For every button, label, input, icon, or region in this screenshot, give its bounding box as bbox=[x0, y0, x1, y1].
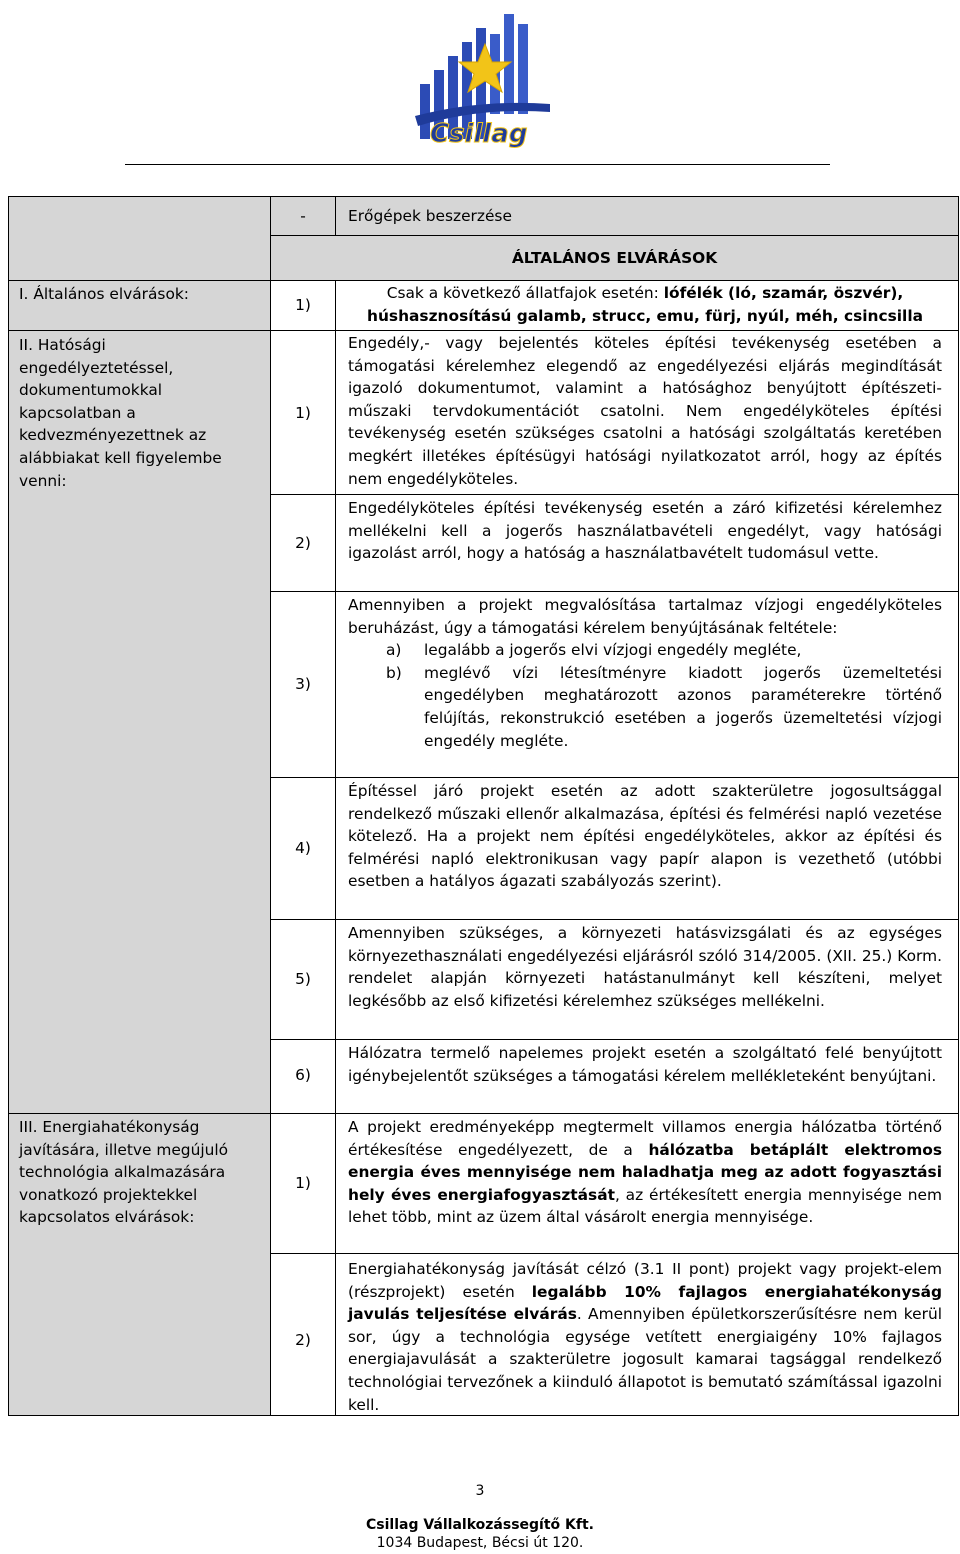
header-rule bbox=[125, 164, 830, 165]
item-number: 2) bbox=[295, 1331, 311, 1349]
grid-line bbox=[8, 1113, 959, 1114]
item-number: 3) bbox=[295, 675, 311, 693]
list-label: b) bbox=[386, 663, 402, 682]
grid-line bbox=[335, 280, 336, 1416]
footer-address: 1034 Budapest, Bécsi út 120. bbox=[376, 1535, 584, 1551]
grid-line bbox=[270, 777, 959, 778]
list-text: legalább a jogerős elvi vízjogi engedély megléte, bbox=[424, 641, 802, 660]
section-2-heading: II. Hatósági engedélyeztetéssel, dokumentumokkal kapcsolatban a kedvezményezettnek az alábbiakat kell figyelembe venni: bbox=[19, 336, 222, 490]
item-title: Erőgépek beszerzése bbox=[348, 207, 512, 225]
grid-line bbox=[958, 196, 959, 1416]
auth-item-5-text: Amennyiben szükséges, a környezeti hatásvizsgálati és az egységes környezethasználati engedélyezési eljárásról szóló 314/2005. (XII. 25.) Korm. rendelet alapján környezeti hatástanulmányt kell készíteni, melyet legkésőbb az első kifizetési kérelemhez szükséges mellékelni. bbox=[348, 924, 942, 1010]
item-number: 1) bbox=[295, 404, 311, 422]
dash-marker: - bbox=[300, 207, 306, 225]
list-text: meglévő vízi létesítményre kiadott jogerős üzemeltetési engedélyben meghatározott azonos paraméterekre történő felújítás, rekonstrukció esetében a jogerős üzemeltetési vízjogi engedély megléte. bbox=[424, 663, 942, 750]
grid-line bbox=[8, 196, 959, 197]
list-item bbox=[348, 662, 942, 752]
item-number: 2) bbox=[295, 534, 311, 552]
grid-line bbox=[270, 591, 959, 592]
grid-line bbox=[270, 1039, 959, 1040]
grid-line bbox=[270, 235, 959, 236]
footer-company: Csillag Vállalkozássegítő Kft. bbox=[366, 1517, 594, 1533]
grid-line bbox=[270, 196, 271, 1416]
list-label: a) bbox=[386, 641, 402, 660]
section-1-heading: I. Általános elvárások: bbox=[19, 285, 189, 303]
csillag-logo bbox=[410, 4, 560, 149]
grid-line bbox=[335, 196, 336, 235]
energy-item-1-text: A projekt eredményeképp megtermelt villamos energia hálózatba történő értékesítése engedélyezett, de a hálózatba betáplált elektromos energia éves mennyisége nem haladhatja meg az adott fogyasztási hely éves energiafogyasztását, az értékesített energia mennyisége nem lehet több, mint az üzem által vásárolt energia mennyisége. bbox=[348, 1118, 942, 1227]
auth-item-3 bbox=[348, 594, 942, 752]
auth-item-4-text: Építéssel járó projekt esetén az adott szakterületre jogosultsággal rendelkező műszaki ellenőr alkalmazása, építési és felmérési napló vezetése kötelező. Ha a projekt nem építési engedélyköteles, akkor az építési és felmérési napló elektronikusan vagy papír alapon is vezethető (utóbbi esetben a hatályos ágazati szabályozás szerint). bbox=[348, 782, 942, 891]
item-number: 1) bbox=[295, 296, 311, 314]
grid-line bbox=[270, 919, 959, 920]
auth-item-2-text: Engedélyköteles építési tevékenység esetén a záró kifizetési kérelemhez mellékelni kell a jogerős használatbavételi engedélyt, vagy hatósági igazolást arról, hogy a hatóság a használatbavételt tudomásul vette. bbox=[348, 499, 942, 563]
item-number: 4) bbox=[295, 839, 311, 857]
general-requirement-text: Csak a következő állatfajok esetén: lófélék (ló, szamár, öszvér), húshasznosítású galamb, strucc, emu, fürj, nyúl, méh, csincsilla bbox=[367, 284, 923, 325]
item-number: 1) bbox=[295, 1174, 311, 1192]
page-number: 3 bbox=[475, 1483, 485, 1499]
auth-item-6-text: Hálózatra termelő napelemes projekt esetén a szolgáltató felé benyújtott igénybejelentőt szükséges a támogatási kérelem mellékleteként benyújtani. bbox=[348, 1044, 942, 1085]
grid-line bbox=[270, 494, 959, 495]
list-item bbox=[348, 639, 942, 662]
logo-text: Csillag bbox=[430, 119, 528, 149]
grid-line bbox=[270, 1253, 959, 1254]
section-3-heading: III. Energiahatékonyság javítására, illetve megújuló technológia alkalmazására vonatkozó projektekkel kapcsolatos elvárások: bbox=[19, 1118, 229, 1227]
item-number: 6) bbox=[295, 1066, 311, 1084]
item-number: 5) bbox=[295, 970, 311, 988]
grid-line bbox=[8, 280, 959, 281]
grid-line bbox=[8, 330, 959, 331]
table-title: ÁLTALÁNOS ELVÁRÁSOK bbox=[511, 249, 718, 267]
grid-line bbox=[8, 196, 9, 1416]
energy-item-2-text: Energiahatékonyság javítását célzó (3.1 II pont) projekt vagy projekt-elem (részprojekt) esetén legalább 10% fajlagos energiahatékonyság javulás teljesítése elvárás. Amennyiben épületkorszerűsítésre nem kerül sor, úgy a technológia egysége vetített energiaigény 10% fajlagos energiajavulását a szakterületre jogosult kamarai tagsággal rendelkező technológiai tervezőnek a kiinduló állapotot is bemutató számítással igazolni kell. bbox=[348, 1260, 943, 1414]
auth-item-1-text: Engedély,- vagy bejelentés köteles építési tevékenység esetében a támogatási kérelemhez elegendő az engedélyezési eljárás megindítását igazoló dokumentumot, valamint a hatósághoz benyújtott építészeti-műszaki tervdokumentációt csatolni. Nem engedélyköteles építési tevékenység esetén szükséges csatolni a hatósági szolgáltatás keretében megkért illetékes építésügyi hatósági nyilatkozatot arról, hogy az építés nem engedélyköteles. bbox=[348, 334, 942, 488]
auth-item-3-text: Amennyiben a projekt megvalósítása tartalmaz vízjogi engedélyköteles beruházást, úgy a támogatási kérelem benyújtásának feltétele: bbox=[348, 596, 942, 637]
